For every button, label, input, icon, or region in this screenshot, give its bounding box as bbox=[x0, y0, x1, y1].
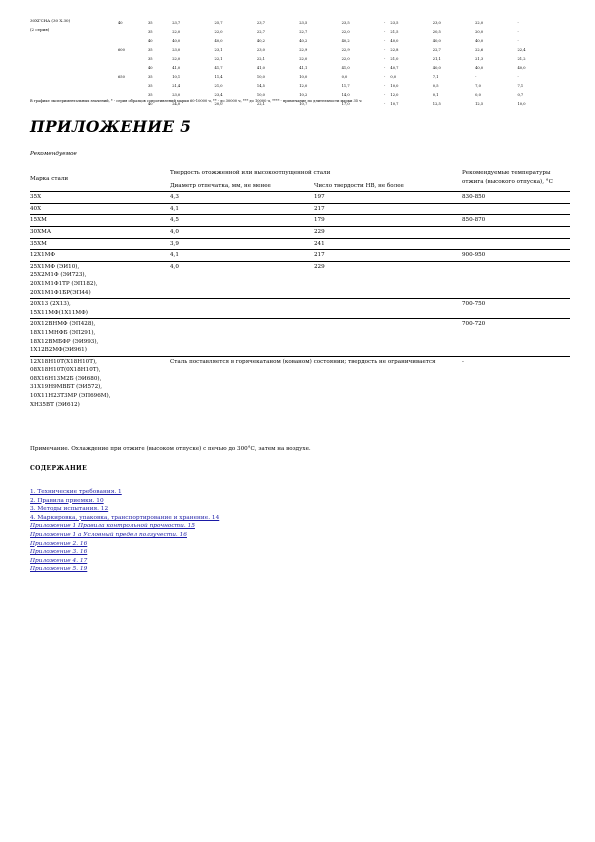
cell-diameter: 4,0 bbox=[170, 261, 314, 298]
cell-hb: 217 bbox=[314, 203, 462, 215]
cell-grade: 40Х bbox=[30, 203, 170, 215]
header-grade: Марка стали bbox=[30, 176, 69, 183]
continuation-cell: 40,7 bbox=[390, 66, 399, 70]
continuation-cell: 20,5 bbox=[432, 30, 441, 34]
continuation-cell: 40,0 bbox=[517, 66, 526, 70]
continuation-cell bbox=[30, 82, 118, 91]
continuation-cell: - bbox=[383, 39, 386, 43]
continuation-cell: 23,0 bbox=[172, 93, 181, 97]
continuation-cell: 23,7 bbox=[172, 21, 181, 25]
cell-grade: 15ХМ bbox=[30, 215, 170, 227]
continuation-cell: 21,4 bbox=[172, 84, 181, 88]
continuation-cell: 21,0 bbox=[214, 84, 223, 88]
cell-temperature: 850-870 bbox=[462, 215, 570, 227]
continuation-row bbox=[30, 64, 560, 73]
toc-item bbox=[30, 505, 219, 514]
continuation-cell: 40 bbox=[118, 21, 123, 25]
continuation-cell: - bbox=[383, 93, 386, 97]
continuation-cell: 22,4 bbox=[517, 48, 526, 52]
continuation-cell: 22,0 bbox=[172, 30, 181, 34]
continuation-cell: 22,1 bbox=[214, 57, 223, 61]
cell-temperature bbox=[462, 203, 570, 215]
continuation-cell bbox=[30, 73, 118, 82]
continuation-cell: 0,5 bbox=[432, 84, 439, 88]
toc-link[interactable]: Приложение 3. 16 bbox=[30, 549, 88, 556]
continuation-cell: 21,1 bbox=[432, 57, 441, 61]
continuation-cell: 40,2 bbox=[341, 39, 350, 43]
cell-grade: 20Х13 (2Х13), 15Х11МФ(1Х11МФ) bbox=[30, 299, 170, 319]
toc-item bbox=[30, 488, 219, 497]
continuation-cell: - bbox=[475, 75, 477, 79]
continuation-cell: 10,0 bbox=[517, 102, 526, 106]
cell-grade: 35ХМ bbox=[30, 238, 170, 250]
continuation-cell: 30ХГСНА (30 Х.30) bbox=[30, 18, 71, 23]
continuation-cell bbox=[118, 64, 148, 73]
continuation-cell: 10,2 bbox=[299, 93, 308, 97]
continuation-cell: 10,0 bbox=[256, 93, 265, 97]
toc-link[interactable]: 4. Маркировка, упаковка, транспортирование и хранение. 14 bbox=[30, 514, 220, 521]
table-row bbox=[30, 192, 570, 204]
continuation-row bbox=[30, 28, 560, 37]
continuation-cell: - bbox=[383, 57, 386, 61]
continuation-cell: 10,7 bbox=[299, 102, 308, 106]
toc-link[interactable]: 1. Технические требования. 1 bbox=[30, 489, 122, 495]
continuation-cell bbox=[118, 82, 148, 91]
continuation-cell: 21,0 bbox=[390, 57, 399, 61]
continuation-cell: 21,5 bbox=[390, 30, 399, 34]
continuation-cell: 22,8 bbox=[390, 48, 399, 52]
continuation-cell: 22,1 bbox=[256, 57, 265, 61]
continuation-cell: 23,7 bbox=[256, 21, 265, 25]
continuation-cell: 22,7 bbox=[432, 48, 441, 52]
table-row bbox=[30, 319, 570, 356]
toc-item bbox=[30, 540, 219, 549]
appendix-status: Рекомендуемое bbox=[30, 151, 77, 157]
continuation-cell: 24,0 bbox=[172, 102, 181, 106]
cell-grade: 35Х bbox=[30, 192, 170, 204]
continuation-cell: 40 bbox=[148, 102, 153, 106]
continuation-cell: 23,1 bbox=[214, 48, 223, 52]
continuation-cell: - bbox=[383, 48, 386, 52]
continuation-cell: - bbox=[383, 102, 386, 106]
continuation-cell: - bbox=[517, 30, 519, 34]
continuation-cell: 20,0 bbox=[214, 102, 223, 106]
continuation-cell: 23,0 bbox=[256, 48, 265, 52]
continuation-cell: 0,0 bbox=[390, 75, 397, 79]
cell-diameter: 4,0 bbox=[170, 226, 314, 238]
continuation-cell: 35 bbox=[148, 93, 153, 97]
continuation-cell: 22,7 bbox=[256, 30, 265, 34]
continuation-cell: 12,0 bbox=[299, 84, 308, 88]
cell-diameter bbox=[170, 319, 314, 356]
continuation-cell: 41,7 bbox=[214, 66, 223, 70]
continuation-cell: - bbox=[383, 21, 386, 25]
continuation-cell: 650 bbox=[118, 75, 125, 79]
continuation-cell: 40,0 bbox=[172, 39, 181, 43]
table-row bbox=[30, 203, 570, 215]
header-diameter: Диаметр отпечатка, мм, не менее bbox=[170, 182, 271, 189]
cell-grade: 12Х18Н10Т(Х18Н10Т), 08Х18Н10Т(0Х18Н10Т), 08Х16Н13М2Б (ЭИ680), 31Х19Н9МВБТ (ЭИ572), 10Х11Н23Т3МР (ЭП696М), ХН35ВТ (ЭИ612) bbox=[30, 356, 170, 410]
continuation-cell bbox=[30, 64, 118, 73]
continuation-cell: 23,5 bbox=[299, 21, 308, 25]
continuation-cell: 12,5 bbox=[432, 102, 441, 106]
continuation-cell: 35 bbox=[148, 48, 153, 52]
hardness-table bbox=[30, 168, 570, 410]
continuation-cell: 25,7 bbox=[214, 21, 223, 25]
continuation-cell: 40,0 bbox=[475, 66, 484, 70]
continuation-cell: 22,6 bbox=[475, 48, 484, 52]
continuation-cell: - bbox=[517, 75, 519, 79]
toc-item bbox=[30, 565, 219, 574]
continuation-cell: 40 bbox=[148, 66, 153, 70]
continuation-cell: 22,0 bbox=[341, 57, 350, 61]
continuation-cell: 35 bbox=[148, 30, 153, 34]
cell-diameter: 4,5 bbox=[170, 215, 314, 227]
cell-hb: 179 bbox=[314, 215, 462, 227]
cell-temperature bbox=[462, 238, 570, 250]
continuation-cell: 40,2 bbox=[256, 39, 265, 43]
continuation-cell: 22,0 bbox=[475, 21, 484, 25]
continuation-cell: 22,0 bbox=[299, 57, 308, 61]
continuation-cell: (2 серия) bbox=[30, 27, 50, 32]
continuation-cell: 23,0 bbox=[432, 21, 441, 25]
continuation-cell: - bbox=[517, 39, 519, 43]
cell-grade: 20Х12ВНМФ (ЭП428), 18Х11МНФБ (ЭП291), 18Х12ВМБФР (ЭИ993), 1Х12В2МФ(ЭИ961) bbox=[30, 319, 170, 356]
continuation-cell: 41,1 bbox=[299, 66, 308, 70]
cell-temperature bbox=[462, 261, 570, 298]
continuation-cell: 35 bbox=[148, 75, 153, 79]
cell-diameter: 4,1 bbox=[170, 250, 314, 262]
continuation-cell: 10,0 bbox=[299, 75, 308, 79]
table-row bbox=[30, 250, 570, 262]
continuation-cell: 40,0 bbox=[432, 66, 441, 70]
continuation-cell: 10,0 bbox=[256, 75, 265, 79]
toc-item bbox=[30, 557, 219, 566]
continuation-cell: 17,0 bbox=[341, 102, 350, 106]
continuation-cell: 12,5 bbox=[475, 102, 484, 106]
cell-hb: 241 bbox=[314, 238, 462, 250]
cell-grade: 12Х1МФ bbox=[30, 250, 170, 262]
toc-item bbox=[30, 522, 219, 531]
continuation-cell: - bbox=[383, 75, 386, 79]
cell-temperature bbox=[462, 226, 570, 238]
continuation-row bbox=[30, 73, 560, 82]
continuation-row bbox=[30, 82, 560, 91]
continuation-cell: 40,0 bbox=[475, 39, 484, 43]
cell-hb: 229 bbox=[314, 226, 462, 238]
continuation-cell: 23,4 bbox=[214, 93, 223, 97]
continuation-cell: 22,0 bbox=[214, 30, 223, 34]
cell-temperature: 700-750 bbox=[462, 299, 570, 319]
continuation-cell bbox=[118, 37, 148, 46]
cell-temperature: 700-720 bbox=[462, 319, 570, 356]
continuation-cell: 7,1 bbox=[517, 84, 524, 88]
continuation-cell bbox=[30, 46, 118, 55]
continuation-cell: 23,5 bbox=[390, 21, 399, 25]
cell-temperature: - bbox=[462, 356, 570, 410]
table-row bbox=[30, 238, 570, 250]
continuation-cell: 11,4 bbox=[214, 75, 223, 79]
table-row bbox=[30, 226, 570, 238]
table-row bbox=[30, 356, 570, 410]
continuation-row bbox=[30, 55, 560, 64]
cell-hb: 197 bbox=[314, 192, 462, 204]
continuation-cell: - bbox=[383, 66, 386, 70]
continuation-cell: 10,7 bbox=[390, 102, 399, 106]
continuation-cell: 41,0 bbox=[256, 66, 265, 70]
continuation-cell: 22,7 bbox=[299, 30, 308, 34]
table-note: Примечание. Охлаждение при отжиге (высоком отпуске) с печью до 300°С, затем на воздухе. bbox=[30, 446, 311, 452]
toc-item bbox=[30, 514, 219, 523]
cell-diameter: 4,1 bbox=[170, 203, 314, 215]
continuation-cell: - bbox=[383, 84, 386, 88]
header-hardness: Твердость отожженной или высокоотпущенной стали bbox=[170, 170, 331, 176]
toc-link[interactable]: 3. Методы испытания. 12 bbox=[30, 506, 109, 513]
cell-grade: 30ХМА bbox=[30, 226, 170, 238]
toc-link[interactable]: Приложение 1 Правила контрольной прочности. 15 bbox=[30, 523, 195, 530]
toc-item bbox=[30, 497, 219, 506]
toc-list bbox=[30, 488, 219, 574]
continuation-cell: 600 bbox=[118, 48, 125, 52]
cell-merged-note: Сталь поставляется в горячекатаном (кованом) состоянии; твердость не ограничивается bbox=[170, 356, 462, 410]
continuation-cell: 0,7 bbox=[517, 93, 524, 97]
continuation-cell: 0,0 bbox=[475, 93, 481, 97]
continuation-cell: 14,5 bbox=[256, 84, 265, 88]
continuation-row bbox=[30, 19, 560, 28]
toc-item bbox=[30, 548, 219, 557]
appendix-title: ПРИЛОЖЕНИЕ 5 bbox=[30, 117, 192, 136]
cell-diameter bbox=[170, 299, 314, 319]
continuation-cell: 7,1 bbox=[432, 75, 439, 79]
continuation-table bbox=[30, 19, 560, 109]
continuation-cell: 20,0 bbox=[475, 30, 484, 34]
continuation-cell bbox=[30, 37, 118, 46]
cell-temperature: 830-850 bbox=[462, 192, 570, 204]
toc-item bbox=[30, 531, 219, 540]
continuation-cell: - bbox=[517, 21, 519, 25]
continuation-cell bbox=[118, 55, 148, 64]
cell-hb: 229 bbox=[314, 261, 462, 298]
header-temperature: Рекомендуемые температуры отжига (высокого отпуска), °С bbox=[462, 170, 553, 185]
toc-link[interactable]: 2. Правила приемки. 10 bbox=[30, 497, 104, 504]
toc-title: СОДЕРЖАНИЕ bbox=[30, 465, 88, 472]
continuation-cell: 21,3 bbox=[475, 57, 484, 61]
continuation-cell: 0,1 bbox=[432, 93, 439, 97]
cell-grade: 25Х1МФ (ЭИ10), 25Х2М1Ф (ЭИ723), 20Х1М1Ф1ТР (ЭП182), 20Х1М1Ф1БР(ЭП44) bbox=[30, 261, 170, 298]
continuation-cell: 22,1 bbox=[256, 102, 265, 106]
continuation-cell: 41,0 bbox=[172, 66, 181, 70]
continuation-table-note: В графике экспериментальных значений, * - серия образцов сопротивлений марки 60-10000 ч, ** - до 30000 ч, *** до 10000 ч, **** - примечание по длительности марки 35 ч bbox=[30, 99, 362, 103]
cell-temperature: 900-950 bbox=[462, 250, 570, 262]
continuation-cell: 40,2 bbox=[299, 39, 308, 43]
continuation-cell: 41,0 bbox=[341, 66, 350, 70]
toc-link[interactable]: Приложение 2. 16 bbox=[30, 540, 88, 547]
continuation-cell: 12,0 bbox=[390, 93, 399, 97]
cell-diameter: 4,3 bbox=[170, 192, 314, 204]
continuation-cell: 14,0 bbox=[341, 93, 350, 97]
continuation-cell bbox=[30, 55, 118, 64]
cell-hb bbox=[314, 299, 462, 319]
continuation-cell bbox=[118, 28, 148, 37]
header-hb: Число твердости НВ, не более bbox=[314, 182, 404, 189]
cell-diameter: 3,9 bbox=[170, 238, 314, 250]
continuation-cell: 22,0 bbox=[172, 57, 181, 61]
continuation-cell: 22,9 bbox=[299, 48, 308, 52]
continuation-cell: 35 bbox=[148, 57, 153, 61]
continuation-cell: 22,0 bbox=[341, 30, 350, 34]
toc-link[interactable]: Приложение 1 а Условный предел ползучести. 16 bbox=[30, 531, 187, 538]
continuation-cell: 22,9 bbox=[341, 48, 350, 52]
toc-link[interactable]: Приложение 4. 17 bbox=[30, 557, 88, 564]
continuation-cell: 0,0 bbox=[341, 75, 348, 79]
continuation-cell: 35 bbox=[148, 21, 153, 25]
continuation-cell: - bbox=[383, 30, 386, 34]
continuation-cell: 40,0 bbox=[390, 39, 399, 43]
continuation-cell: 11,7 bbox=[341, 84, 350, 88]
table-row bbox=[30, 299, 570, 319]
continuation-cell: 10,1 bbox=[172, 75, 181, 79]
cell-hb bbox=[314, 319, 462, 356]
continuation-cell: 10,0 bbox=[390, 84, 399, 88]
continuation-cell: 35 bbox=[148, 84, 153, 88]
continuation-cell: 40,0 bbox=[214, 39, 223, 43]
continuation-cell: 40 bbox=[148, 39, 153, 43]
toc-link[interactable]: Приложение 5. 19 bbox=[30, 566, 88, 573]
continuation-cell: 7,0 bbox=[475, 84, 481, 88]
continuation-cell: 40,0 bbox=[432, 39, 441, 43]
cell-hb: 217 bbox=[314, 250, 462, 262]
continuation-row bbox=[30, 46, 560, 55]
continuation-cell: 23,5 bbox=[341, 21, 350, 25]
continuation-cell: 21,2 bbox=[517, 57, 526, 61]
table-row bbox=[30, 261, 570, 298]
continuation-cell: 23,0 bbox=[172, 48, 181, 52]
continuation-row bbox=[30, 37, 560, 46]
table-row bbox=[30, 215, 570, 227]
